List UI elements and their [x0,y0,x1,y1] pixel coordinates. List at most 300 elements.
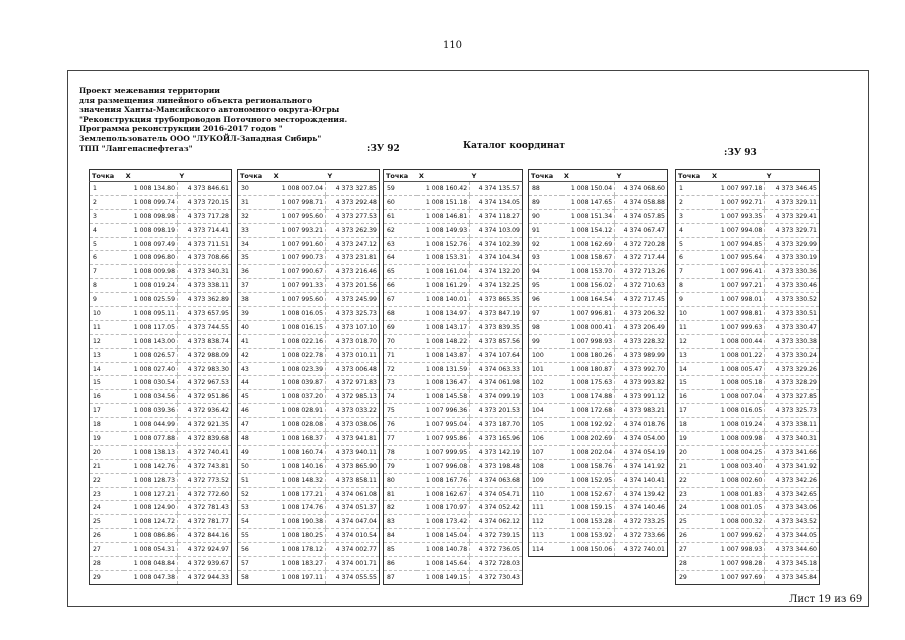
y-cell: 4 374 141.92 [615,459,668,473]
point-cell: 2 [676,195,711,209]
table-row [676,209,820,223]
y-cell: 4 374 061.08 [326,487,380,501]
point-cell: 12 [90,334,124,348]
x-cell: 1 007 993.21 [272,223,326,237]
point-cell: 21 [676,459,711,473]
x-cell: 1 008 197.11 [272,570,326,584]
x-cell: 1 008 001.22 [710,348,765,362]
table-row [238,237,380,251]
x-cell: 1 008 000.44 [710,334,765,348]
table-row [90,390,232,404]
table-row [90,293,232,307]
table-row [384,390,523,404]
table-row [90,237,232,251]
point-cell: 9 [90,293,124,307]
y-cell: 4 374 134.05 [470,195,523,209]
y-cell: 4 373 330.38 [765,334,820,348]
x-cell: 1 007 994.08 [710,223,765,237]
y-cell: 4 373 330.19 [765,251,820,265]
table-row [238,195,380,209]
y-cell: 4 373 344.60 [765,543,820,557]
table-row [384,459,523,473]
point-cell: 32 [238,209,272,223]
catalog-title: Каталог координат [463,141,565,151]
x-cell: 1 007 996.08 [417,459,470,473]
y-cell: 4 373 327.85 [765,390,820,404]
point-cell: 95 [529,279,562,293]
x-cell: 1 007 998.93 [562,334,615,348]
x-cell: 1 008 158.76 [562,459,615,473]
table-row [384,557,523,571]
y-cell: 4 373 839.35 [470,320,523,334]
y-cell: 4 373 744.55 [178,320,232,334]
x-cell: 1 008 117.05 [124,320,178,334]
x-cell: 1 008 202.04 [562,445,615,459]
table-row [238,362,380,376]
table-row [384,237,523,251]
x-cell: 1 008 003.40 [710,459,765,473]
point-cell: 14 [90,362,124,376]
table-row [529,376,668,390]
y-cell: 4 374 055.55 [326,570,380,584]
x-cell: 1 008 016.15 [272,320,326,334]
point-cell: 52 [238,487,272,501]
y-cell: 4 373 338.11 [765,418,820,432]
y-cell: 4 372 936.42 [178,404,232,418]
point-cell: 1 [676,182,711,196]
table-row [529,334,668,348]
y-cell: 4 372 733.25 [615,515,668,529]
point-cell: 61 [384,209,417,223]
point-cell: 90 [529,209,562,223]
point-cell: 49 [238,445,272,459]
y-cell: 4 373 330.24 [765,348,820,362]
table-row [90,320,232,334]
x-cell: 1 008 136.47 [417,376,470,390]
x-cell: 1 008 174.88 [562,390,615,404]
point-cell: 64 [384,251,417,265]
point-cell: 62 [384,223,417,237]
point-cell: 100 [529,348,562,362]
x-cell: 1 008 152.76 [417,237,470,251]
y-cell: 4 372 781.43 [178,501,232,515]
y-cell: 4 373 343.52 [765,515,820,529]
table-row [384,348,523,362]
y-cell: 4 373 201.53 [470,404,523,418]
x-cell: 1 008 134.80 [124,182,178,196]
point-cell: 88 [529,182,562,196]
y-cell: 4 373 992.70 [615,362,668,376]
point-cell: 33 [238,223,272,237]
table-row [529,223,668,237]
table-row [676,557,820,571]
point-cell: 67 [384,293,417,307]
x-cell: 1 008 170.97 [417,501,470,515]
x-cell: 1 008 009.98 [710,432,765,446]
y-cell: 4 373 330.47 [765,320,820,334]
y-cell: 4 374 061.98 [470,376,523,390]
point-cell: 113 [529,529,562,543]
table-row [676,515,820,529]
y-cell: 4 373 342.26 [765,473,820,487]
point-cell: 66 [384,279,417,293]
table-row [529,390,668,404]
y-cell: 4 372 951.86 [178,390,232,404]
point-cell: 38 [238,293,272,307]
table-row [90,307,232,321]
table-row [529,529,668,543]
header-line: "Реконструкция трубопроводов Поточного месторождения. [79,114,348,124]
x-cell: 1 008 140.01 [417,293,470,307]
y-cell: 4 374 107.64 [470,348,523,362]
point-cell: 43 [238,362,272,376]
x-cell: 1 007 998.93 [710,543,765,557]
zu92-table-4 [528,169,668,557]
y-cell: 4 373 327.85 [326,182,380,196]
table-row [90,543,232,557]
x-cell: 1 008 145.04 [417,529,470,543]
point-cell: 103 [529,390,562,404]
table-row [676,570,820,584]
x-cell: 1 007 997.18 [710,182,765,196]
x-cell: 1 008 178.12 [272,543,326,557]
point-cell: 10 [676,307,711,321]
table-row [384,376,523,390]
point-cell: 35 [238,251,272,265]
point-cell: 24 [90,501,124,515]
point-cell: 83 [384,515,417,529]
x-cell: 1 008 174.76 [272,501,326,515]
x-cell: 1 008 152.67 [562,487,615,501]
table-row [529,418,668,432]
x-cell: 1 008 005.47 [710,362,765,376]
table-row [384,251,523,265]
y-cell: 4 373 033.22 [326,404,380,418]
table-row [238,348,380,362]
y-cell: 4 374 052.42 [470,501,523,515]
point-cell: 51 [238,473,272,487]
x-cell: 1 008 047.38 [124,570,178,584]
y-column-header: Y [178,170,232,182]
point-cell: 15 [90,376,124,390]
y-cell: 4 374 062.12 [470,515,523,529]
y-cell: 4 373 206.32 [615,307,668,321]
x-cell: 1 007 993.35 [710,209,765,223]
table-row [90,445,232,459]
x-cell: 1 008 172.68 [562,404,615,418]
point-cell: 48 [238,432,272,446]
table-row [529,515,668,529]
point-cell: 80 [384,473,417,487]
header-line: Проект межевания территории [79,86,220,95]
x-cell: 1 008 177.21 [272,487,326,501]
x-cell: 1 008 039.87 [272,376,326,390]
x-cell: 1 007 997.21 [710,279,765,293]
y-cell: 4 373 858.11 [326,473,380,487]
x-cell: 1 008 180.26 [562,348,615,362]
point-cell: 60 [384,195,417,209]
x-cell: 1 008 016.05 [272,307,326,321]
table-row [384,418,523,432]
y-cell: 4 372 939.67 [178,557,232,571]
table-header-row [529,170,668,182]
y-cell: 4 372 739.15 [470,529,523,543]
table-row [529,501,668,515]
point-cell: 93 [529,251,562,265]
x-cell: 1 008 180.87 [562,362,615,376]
x-cell: 1 008 039.36 [124,404,178,418]
x-cell: 1 008 162.69 [562,237,615,251]
y-cell: 4 372 971.83 [326,376,380,390]
point-cell: 30 [238,182,272,196]
x-cell: 1 008 145.64 [417,557,470,571]
y-cell: 4 373 006.48 [326,362,380,376]
point-cell: 112 [529,515,562,529]
y-cell: 4 374 010.54 [326,529,380,543]
point-cell: 17 [676,404,711,418]
x-cell: 1 008 147.65 [562,195,615,209]
y-cell: 4 372 740.01 [615,543,668,557]
x-cell: 1 007 999.63 [710,320,765,334]
x-cell: 1 008 054.31 [124,543,178,557]
point-cell: 37 [238,279,272,293]
x-cell: 1 007 999.95 [417,445,470,459]
point-cell: 97 [529,307,562,321]
x-cell: 1 007 994.85 [710,237,765,251]
x-cell: 1 008 016.05 [710,404,765,418]
table-row [529,237,668,251]
point-cell: 5 [90,237,124,251]
x-cell: 1 008 086.86 [124,529,178,543]
y-cell: 4 373 847.19 [470,307,523,321]
table-row [529,293,668,307]
zu92-table-1 [89,169,232,585]
y-cell: 4 372 733.66 [615,529,668,543]
y-cell: 4 374 054.19 [615,445,668,459]
x-cell: 1 008 175.63 [562,376,615,390]
y-cell: 4 373 328.29 [765,376,820,390]
x-cell: 1 008 183.27 [272,557,326,571]
table-row [384,501,523,515]
y-cell: 4 373 340.31 [178,265,232,279]
point-cell: 31 [238,195,272,209]
x-cell: 1 008 025.59 [124,293,178,307]
table-row [90,209,232,223]
point-cell: 23 [90,487,124,501]
point-cell: 101 [529,362,562,376]
y-cell: 4 373 983.21 [615,404,668,418]
x-column-header: X [562,170,615,182]
y-cell: 4 373 329.26 [765,362,820,376]
point-cell: 109 [529,473,562,487]
point-cell: 105 [529,418,562,432]
point-cell: 56 [238,543,272,557]
y-cell: 4 373 245.99 [326,293,380,307]
point-cell: 1 [90,182,124,196]
point-cell: 11 [676,320,711,334]
y-cell: 4 374 054.00 [615,432,668,446]
y-cell: 4 374 057.85 [615,209,668,223]
x-cell: 1 008 160.74 [272,445,326,459]
table-row [676,237,820,251]
point-cell: 18 [676,418,711,432]
y-cell: 4 373 262.39 [326,223,380,237]
point-cell: 53 [238,501,272,515]
y-cell: 4 372 781.77 [178,515,232,529]
y-cell: 4 372 844.16 [178,529,232,543]
table-row [384,473,523,487]
x-cell: 1 008 160.42 [417,182,470,196]
point-cell: 12 [676,334,711,348]
table-row [238,501,380,515]
point-cell: 82 [384,501,417,515]
point-cell: 54 [238,515,272,529]
point-cell: 96 [529,293,562,307]
point-cell: 91 [529,223,562,237]
table-row [90,348,232,362]
table-row [529,487,668,501]
table-row [238,404,380,418]
point-cell: 114 [529,543,562,557]
y-cell: 4 373 345.84 [765,570,820,584]
y-cell: 4 372 717.45 [615,293,668,307]
table-row [238,418,380,432]
point-cell: 58 [238,570,272,584]
point-cell: 59 [384,182,417,196]
y-cell: 4 372 743.81 [178,459,232,473]
table-row [676,418,820,432]
table-row [676,293,820,307]
table-row [384,529,523,543]
table-row [238,320,380,334]
y-cell: 4 372 967.53 [178,376,232,390]
point-cell: 36 [238,265,272,279]
point-cell: 72 [384,362,417,376]
table-row [529,473,668,487]
x-cell: 1 008 022.16 [272,334,326,348]
y-column-header: Y [615,170,668,182]
x-cell: 1 008 009.98 [124,265,178,279]
table-row [238,307,380,321]
x-cell: 1 007 996.36 [417,404,470,418]
y-cell: 4 373 338.11 [178,279,232,293]
point-cell: 65 [384,265,417,279]
table-row [676,459,820,473]
point-cell: 28 [676,557,711,571]
y-cell: 4 373 228.32 [615,334,668,348]
point-cell: 94 [529,265,562,279]
point-cell: 81 [384,487,417,501]
point-cell: 46 [238,404,272,418]
table-row [529,459,668,473]
table-row [676,445,820,459]
y-cell: 4 373 325.73 [765,404,820,418]
x-cell: 1 008 153.92 [562,529,615,543]
x-cell: 1 008 096.80 [124,251,178,265]
point-cell: 25 [676,515,711,529]
x-cell: 1 008 192.92 [562,418,615,432]
point-cell: 50 [238,459,272,473]
table-row [384,307,523,321]
y-cell: 4 374 099.19 [470,390,523,404]
point-cell: 20 [90,445,124,459]
x-cell: 1 007 997.69 [710,570,765,584]
point-cell: 69 [384,320,417,334]
y-cell: 4 374 140.41 [615,473,668,487]
table-row [238,570,380,584]
point-cell: 70 [384,334,417,348]
y-cell: 4 373 247.12 [326,237,380,251]
point-cell: 16 [676,390,711,404]
table-row [90,557,232,571]
x-cell: 1 008 026.57 [124,348,178,362]
point-cell: 73 [384,376,417,390]
x-cell: 1 008 202.69 [562,432,615,446]
table-row [90,515,232,529]
table-row [529,348,668,362]
x-cell: 1 008 162.67 [417,487,470,501]
y-cell: 4 374 132.25 [470,279,523,293]
point-cell: 28 [90,557,124,571]
y-column-header: Y [470,170,523,182]
table-row [238,182,380,196]
y-cell: 4 373 343.06 [765,501,820,515]
y-cell: 4 373 201.56 [326,279,380,293]
table-row [90,404,232,418]
header-line: для размещения линейного объекта регионального [79,95,313,105]
table-row [90,432,232,446]
y-cell: 4 373 231.81 [326,251,380,265]
x-cell: 1 008 146.81 [417,209,470,223]
table-row [384,487,523,501]
y-cell: 4 374 103.09 [470,223,523,237]
point-cell: 99 [529,334,562,348]
y-cell: 4 373 187.70 [470,418,523,432]
x-cell: 1 008 138.13 [124,445,178,459]
x-cell: 1 008 168.37 [272,432,326,446]
y-cell: 4 374 135.57 [470,182,523,196]
y-cell: 4 372 772.60 [178,487,232,501]
point-cell: 18 [90,418,124,432]
y-cell: 4 373 330.52 [765,293,820,307]
x-cell: 1 008 149.93 [417,223,470,237]
y-cell: 4 373 330.36 [765,265,820,279]
x-cell: 1 008 164.54 [562,293,615,307]
point-cell: 22 [90,473,124,487]
point-cell: 19 [90,432,124,446]
y-cell: 4 372 713.26 [615,265,668,279]
point-cell: 86 [384,557,417,571]
table-row [529,265,668,279]
x-cell: 1 008 095.11 [124,307,178,321]
point-cell: 87 [384,570,417,584]
header-line: Программа реконструкции 2016-2017 годов " [79,124,283,134]
y-cell: 4 373 206.49 [615,320,668,334]
y-cell: 4 373 940.11 [326,445,380,459]
table-row [238,223,380,237]
point-cell: 110 [529,487,562,501]
x-cell: 1 008 156.02 [562,279,615,293]
y-cell: 4 372 839.68 [178,432,232,446]
x-cell: 1 008 134.97 [417,307,470,321]
table-header-row [90,170,232,182]
x-cell: 1 008 142.76 [124,459,178,473]
x-cell: 1 008 149.15 [417,570,470,584]
table-row [529,320,668,334]
y-cell: 4 373 714.41 [178,223,232,237]
y-cell: 4 372 710.63 [615,279,668,293]
x-cell: 1 008 159.15 [562,501,615,515]
